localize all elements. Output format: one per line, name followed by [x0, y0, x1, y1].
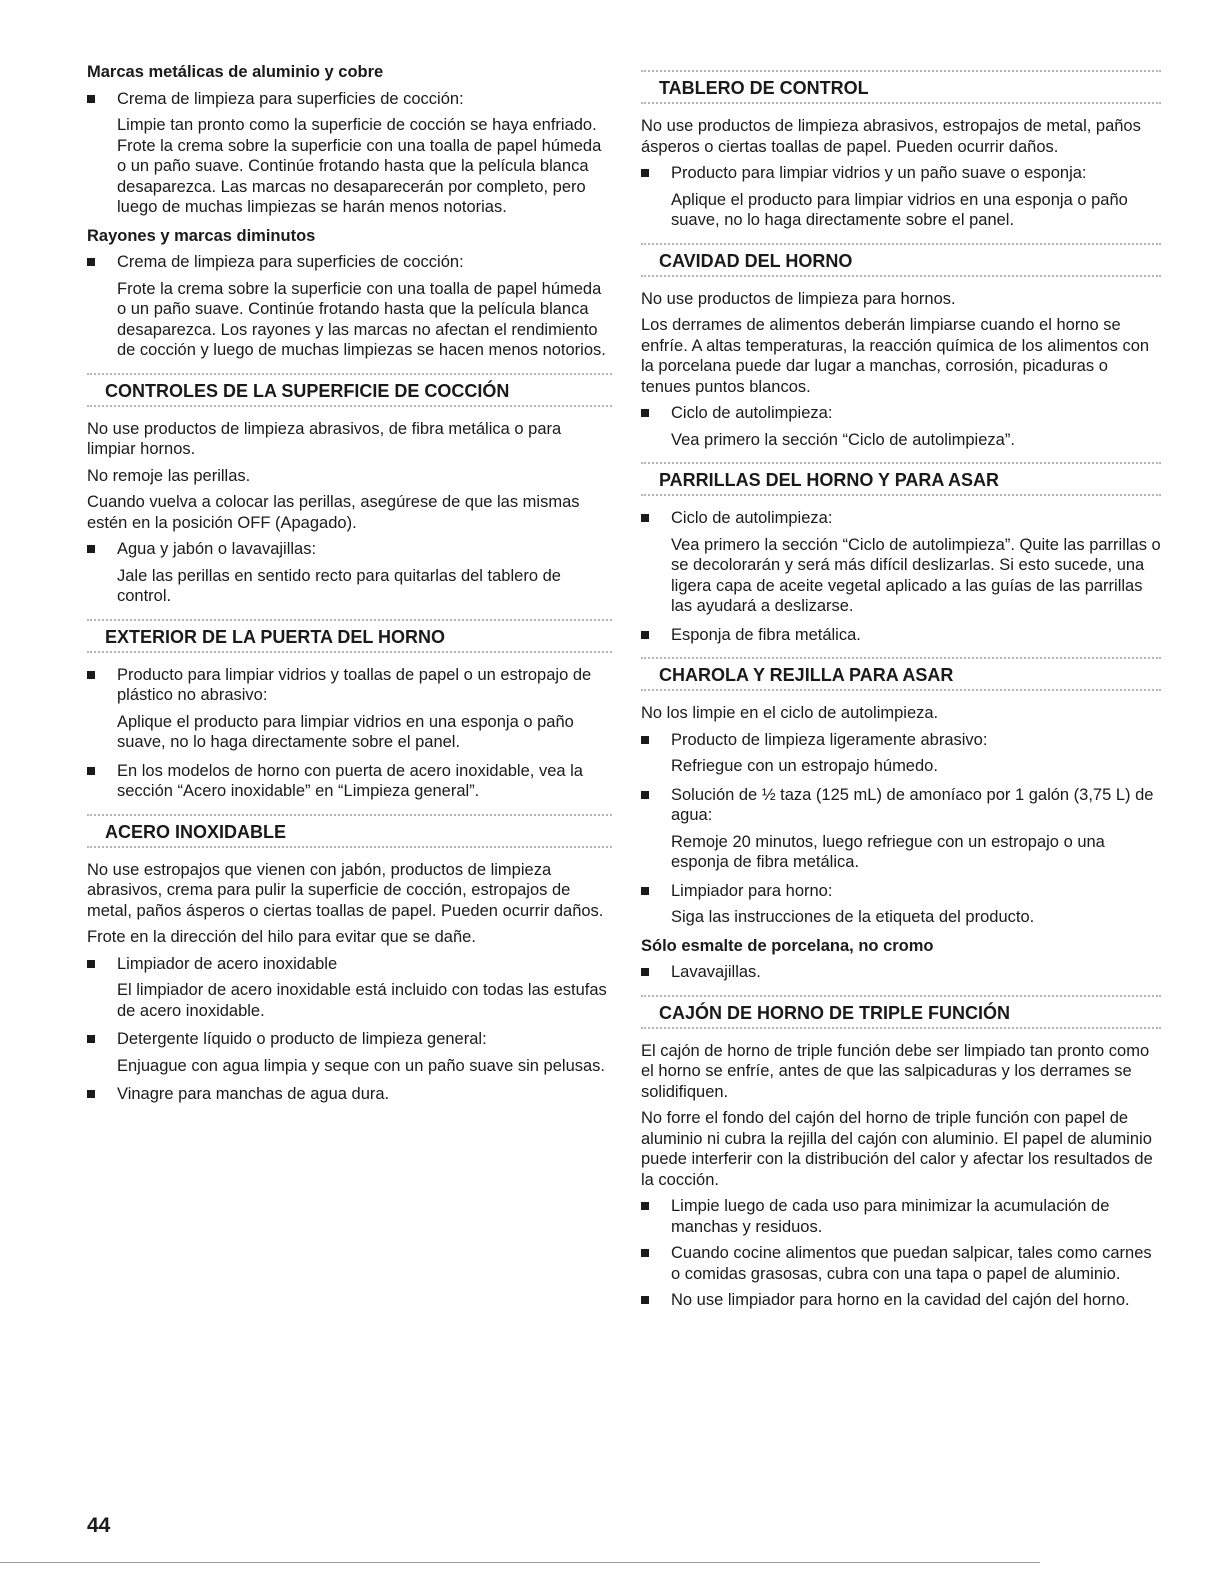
list-item — [641, 625, 1161, 646]
list-item — [641, 881, 1161, 902]
left-column — [87, 62, 612, 1111]
page-number: 44 — [87, 1514, 111, 1537]
section-title: PARRILLAS DEL HORNO Y PARA ASAR — [659, 470, 1000, 490]
list-item-text: Producto de limpieza ligeramente abrasivo: — [671, 730, 988, 749]
list-item-text: Producto para limpiar vidrios y toallas de papel o un estropajo de plástico no abrasivo: — [117, 665, 592, 704]
list-item-text: Limpiador de acero inoxidable — [117, 954, 338, 973]
dotted-divider — [641, 102, 1161, 106]
section-header-stainless-steel — [87, 814, 612, 850]
paragraph: El cajón de horno de triple función debe ser limpiado tan pronto como el horno se enfríe, antes de que las salpicaduras y los derrames se solidifiquen. — [641, 1041, 1150, 1101]
list-item — [87, 89, 612, 110]
bullet-square-icon — [641, 1296, 649, 1304]
paragraph: No forre el fondo del cajón del horno de triple función con papel de aluminio ni cubra la rejilla del cajón con aluminio. El papel de aluminio puede interferir con la distribución del calor y afectar los resultados de la cocción. — [641, 1109, 1153, 1189]
list-item — [87, 539, 612, 560]
subheading-aluminum-copper-marks: Marcas metálicas de aluminio y cobre — [87, 63, 384, 81]
paragraph: No use productos de limpieza para hornos. — [641, 289, 956, 308]
instruction-text: Limpie tan pronto como la superficie de cocción se haya enfriado. Frote la crema sobre la superficie con una toalla de papel húmeda o un paño suave. Continúe frotando hasta que la película blanca desaparezca. Las marcas no desaparecerán por completo, pero luego de muchas limpiezas se harán menos notorias. — [117, 116, 602, 216]
bullet-square-icon — [87, 671, 95, 679]
dotted-divider — [641, 1027, 1161, 1031]
instruction-text: Remoje 20 minutos, luego refriegue con un estropajo o una esponja de fibra metálica. — [671, 832, 1105, 871]
bullet-square-icon — [641, 968, 649, 976]
paragraph: Los derrames de alimentos deberán limpiarse cuando el horno se enfríe. A altas temperaturas, la reacción química de los alimentos con la porcelana puede dar lugar a manchas, corrosión, picaduras o tenues puntos blancos. — [641, 316, 1150, 396]
section-header-triple-function-drawer — [641, 995, 1161, 1031]
instruction-text: Frote la crema sobre la superficie con una toalla de papel húmeda o un paño suave. Continúe frotando hasta que la película blanca desaparezca. Los rayones y las marcas no afectan el rendimiento de cocción y luego de muchas limpiezas se hacen menos notorios. — [117, 279, 606, 359]
list-item-text: En los modelos de horno con puerta de acero inoxidable, vea la sección “Acero inoxidable” en “Limpieza general”. — [117, 761, 583, 800]
list-item-text: Detergente líquido o producto de limpieza general: — [117, 1030, 487, 1048]
section-header-broiler-pan — [641, 657, 1161, 693]
bullet-square-icon — [641, 887, 649, 895]
bottom-divider — [0, 1562, 1040, 1563]
bullet-square-icon — [87, 767, 95, 775]
list-item — [87, 761, 612, 802]
list-item-text: Producto para limpiar vidrios y un paño suave o esponja: — [671, 164, 1087, 182]
section-title: EXTERIOR DE LA PUERTA DEL HORNO — [105, 626, 446, 647]
list-item — [641, 785, 1161, 826]
bullet-square-icon — [641, 169, 649, 177]
bullet-square-icon — [641, 514, 649, 522]
paragraph: No use productos de limpieza abrasivos, estropajos de metal, paños ásperos o ciertas toallas de papel. Pueden ocurrir daños. — [641, 117, 1141, 156]
bullet-square-icon — [87, 258, 95, 266]
section-title: CONTROLES DE LA SUPERFICIE DE COCCIÓN — [105, 380, 510, 401]
right-column — [641, 62, 1161, 1317]
bullet-square-icon — [641, 1202, 649, 1210]
dotted-divider — [641, 494, 1161, 498]
instruction-text: Vea primero la sección “Ciclo de autolimpieza”. — [671, 430, 1015, 449]
section-title: CAJÓN DE HORNO DE TRIPLE FUNCIÓN — [659, 1002, 1011, 1023]
list-item — [641, 163, 1161, 184]
bullet-square-icon — [87, 1035, 95, 1043]
bullet-square-icon — [641, 409, 649, 417]
paragraph: No use productos de limpieza abrasivos, de fibra metálica o para limpiar hornos. — [87, 419, 562, 458]
bullet-square-icon — [87, 1090, 95, 1098]
section-header-control-panel — [641, 70, 1161, 106]
paragraph: No use estropajos que vienen con jabón, productos de limpieza abrasivos, crema para pulir la superficie de cocción, estropajos de metal, paños ásperos o ciertas toallas de papel. Pueden ocurrir daños. — [87, 860, 604, 920]
list-item-text: Lavavajillas. — [671, 963, 761, 981]
dotted-divider — [641, 689, 1161, 693]
bullet-square-icon — [641, 791, 649, 799]
bullet-square-icon — [641, 631, 649, 639]
list-item-text: Limpiador para horno: — [671, 881, 833, 900]
subheading-porcelain-only: Sólo esmalte de porcelana, no cromo — [641, 936, 934, 955]
bullet-square-icon — [87, 95, 95, 103]
list-item-text: Crema de limpieza para superficies de cocción: — [117, 89, 464, 108]
instruction-text: Jale las perillas en sentido recto para quitarlas del tablero de control. — [117, 566, 561, 605]
list-item-text: Vinagre para manchas de agua dura. — [117, 1085, 390, 1103]
paragraph: Frote en la dirección del hilo para evitar que se dañe. — [87, 928, 476, 946]
dotted-divider — [641, 275, 1161, 279]
list-item — [641, 962, 1161, 983]
instruction-text: Refriegue con un estropajo húmedo. — [671, 757, 938, 775]
bullet-square-icon — [641, 1249, 649, 1257]
instruction-text: Aplique el producto para limpiar vidrios en una esponja o paño suave, no lo haga directamente sobre el panel. — [117, 712, 574, 751]
section-header-oven-cavity — [641, 243, 1161, 279]
list-item — [87, 665, 612, 706]
list-item-text: Crema de limpieza para superficies de cocción: — [117, 253, 464, 271]
paragraph: No los limpie en el ciclo de autolimpieza. — [641, 704, 939, 722]
subheading-scratches: Rayones y marcas diminutos — [87, 226, 316, 245]
section-title: TABLERO DE CONTROL — [659, 78, 869, 98]
list-item-text: Ciclo de autolimpieza: — [671, 509, 833, 527]
list-item-text: No use limpiador para horno en la cavidad del cajón del horno. — [671, 1291, 1130, 1309]
dotted-divider — [87, 405, 612, 409]
section-header-cooktop-controls — [87, 373, 612, 409]
section-header-oven-racks — [641, 462, 1161, 498]
list-item-text: Solución de ½ taza (125 mL) de amoníaco por 1 galón (3,75 L) de agua: — [671, 785, 1154, 824]
list-item — [641, 403, 1161, 424]
instruction-text: Aplique el producto para limpiar vidrios en una esponja o paño suave, no lo haga directamente sobre el panel. — [671, 190, 1128, 229]
instruction-text: Siga las instrucciones de la etiqueta del producto. — [671, 908, 1035, 926]
list-item-text: Agua y jabón o lavavajillas: — [117, 540, 317, 558]
list-item-text: Limpie luego de cada uso para minimizar la acumulación de manchas y residuos. — [671, 1197, 1110, 1236]
section-title: CHAROLA Y REJILLA PARA ASAR — [659, 665, 954, 685]
bullet-square-icon — [641, 736, 649, 744]
list-item — [641, 1196, 1161, 1237]
list-item-text: Cuando cocine alimentos que puedan salpicar, tales como carnes o comidas grasosas, cubra con una tapa o papel de aluminio. — [671, 1244, 1152, 1283]
list-item — [87, 1029, 612, 1050]
instruction-text: Enjuague con agua limpia y seque con un paño suave sin pelusas. — [117, 1056, 606, 1075]
instruction-text: Vea primero la sección “Ciclo de autolimpieza”. Quite las parrillas o se decolorarán y será más difícil deslizarlas. Si esto sucede, una ligera capa de aceite vegetal aplicado a las guías de las parrillas las ayudará a deslizarse. — [671, 535, 1161, 615]
bullet-square-icon — [87, 545, 95, 553]
instruction-text: El limpiador de acero inoxidable está incluido con todas las estufas de acero inoxidable. — [117, 981, 607, 1020]
list-item-text: Esponja de fibra metálica. — [671, 625, 861, 644]
list-item — [87, 252, 612, 273]
section-title: CAVIDAD DEL HORNO — [659, 250, 853, 271]
section-title: ACERO INOXIDABLE — [105, 821, 287, 842]
list-item — [87, 1084, 612, 1105]
list-item — [641, 1243, 1161, 1284]
list-item — [641, 1290, 1161, 1311]
paragraph: Cuando vuelva a colocar las perillas, asegúrese de que las mismas estén en la posición OFF (Apagado). — [87, 493, 580, 532]
section-header-oven-door-exterior — [87, 619, 612, 655]
list-item-text: Ciclo de autolimpieza: — [671, 404, 833, 422]
list-item — [87, 954, 612, 975]
dotted-divider — [87, 651, 612, 655]
bullet-square-icon — [87, 960, 95, 968]
dotted-divider — [87, 846, 612, 850]
list-item — [641, 730, 1161, 751]
paragraph: No remoje las perillas. — [87, 466, 251, 485]
list-item — [641, 508, 1161, 529]
